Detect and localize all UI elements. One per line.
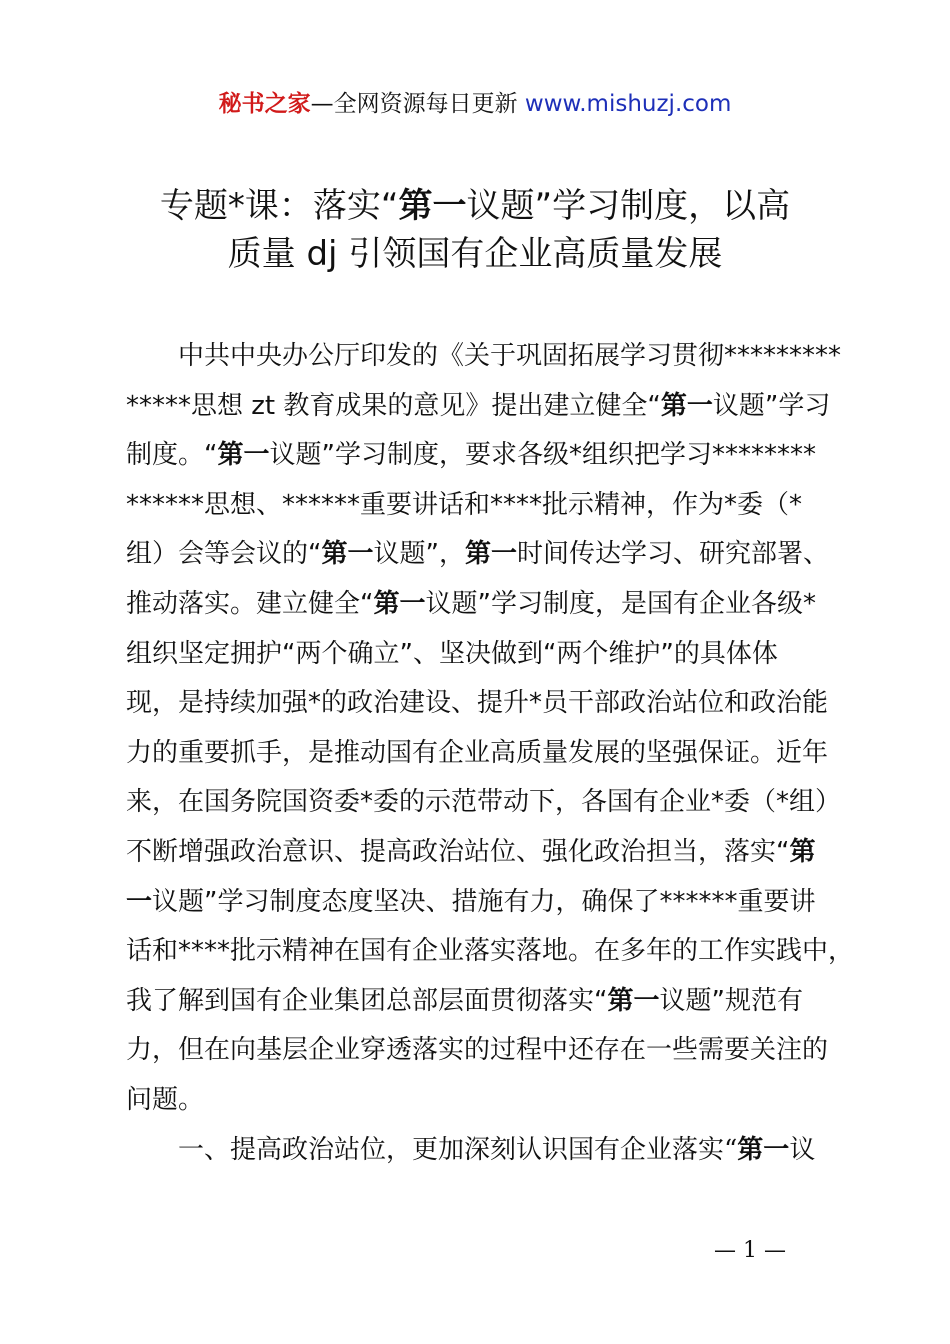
document-title [100, 182, 850, 278]
site-header [0, 88, 950, 120]
paragraph-line: 力的重要抓手，是推动国有企业高质量发展的坚强保证。近年 [126, 737, 829, 768]
paragraph-line: 现，是持续加强*的政治建设、提升*员干部政治站位和政治能 [126, 688, 829, 719]
paragraph-line: 不断增强政治意识、提高政治站位、强化政治担当，落实“第 [126, 836, 816, 867]
section-heading: 一、提高政治站位，更加深刻认识国有企业落实“第一议 [178, 1134, 816, 1165]
paragraph-line: 推动落实。建立健全“第一议题”学习制度，是国有企业各级* [126, 588, 816, 619]
paragraph-line: 组织坚定拥护“两个确立”、坚决做到“两个维护”的具体体 [126, 638, 778, 669]
title-line-2: 质量 dj 引领国有企业高质量发展 [227, 234, 723, 274]
paragraph-line: 中共中央办公厅印发的《关于巩固拓展学习贯彻********* [178, 341, 842, 371]
paragraph-line: *****思想 zt 教育成果的意见》提出建立健全“第一议题”学习 [126, 390, 831, 421]
paragraph-line: 力，但在向基层企业穿透落实的过程中还存在一些需要关注的 [126, 1035, 829, 1066]
paragraph-line: 问题。 [126, 1084, 205, 1115]
paragraph-line: 来，在国务院国资委*委的示范带动下，各国有企业*委（*组） [126, 787, 842, 818]
brand-name: 秘书之家 [218, 91, 311, 117]
paragraph-line: 组）会等会议的“第一议题”，第一时间传达学习、研究部署、 [126, 539, 830, 570]
paragraph-line: 我了解到国有企业集团总部层面贯彻落实“第一议题”规范有 [126, 985, 803, 1016]
title-line-1: 专题*课：落实“第一议题”学习制度，以高 [159, 186, 791, 226]
paragraph-line: 话和****批示精神在国有企业落实落地。在多年的工作实践中， [126, 936, 855, 967]
page-number: — 1 — [714, 1238, 786, 1263]
document-body [126, 332, 855, 1175]
paragraph-line: 制度。“第一议题”学习制度，要求各级*组织把学习******** [126, 440, 816, 471]
paragraph-line: ******思想、******重要讲话和****批示精神，作为*委（* [126, 489, 803, 520]
site-url-link[interactable]: www.mishuzj.com [524, 91, 732, 117]
paragraph-line: 一议题”学习制度态度坚决、措施有力，确保了******重要讲 [126, 886, 816, 917]
header-tagline: —全网资源每日更新 [310, 91, 525, 117]
